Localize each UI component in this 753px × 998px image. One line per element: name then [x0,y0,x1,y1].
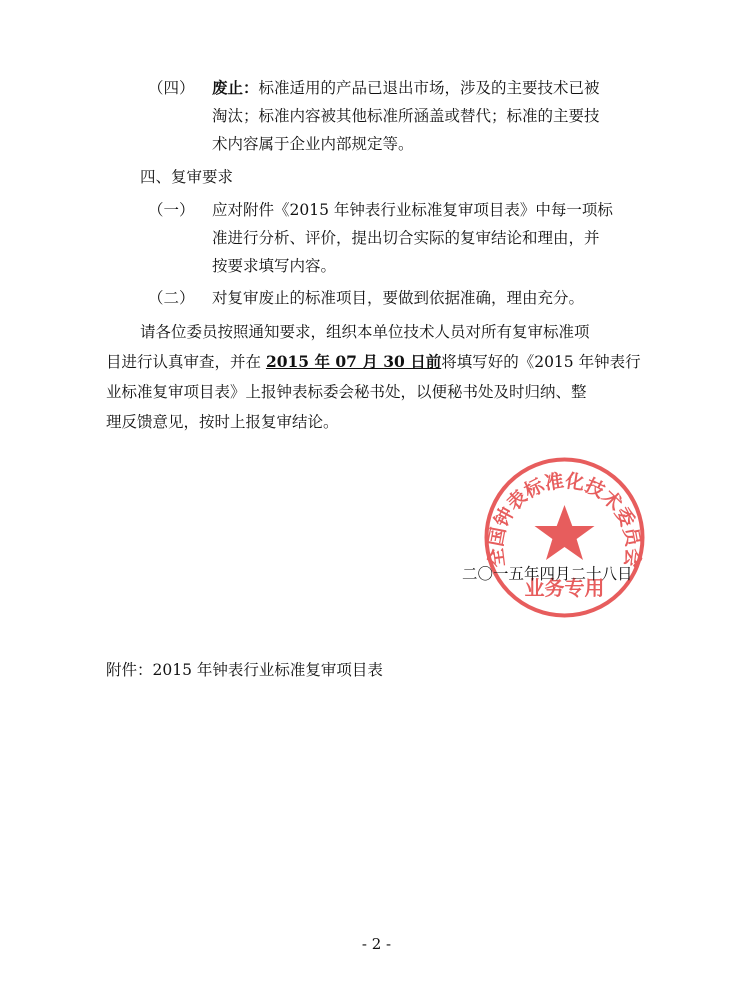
seal-star-icon [535,505,595,560]
item-4-line-1-text: 标准适用的产品已退出市场，涉及的主要技术已被 [258,79,600,97]
item-number-4: （四） [148,79,195,97]
official-seal [482,455,647,620]
item-number-2: （二） [148,289,195,307]
item-4-line-2: 淘汰；标准内容被其他标准所涵盖或替代；标准的主要技 [212,107,600,125]
paragraph-line-1: 请各位委员按照通知要求，组织本单位技术人员对所有复审标准项 [140,323,590,341]
item-2-line-1: 对复审废止的标准项目，要做到依据准确，理由充分。 [212,289,585,307]
attachment-note: 附件：2015 年钟表行业标准复审项目表 [106,661,383,679]
item-1-line-2: 准进行分析、评价，提出切合实际的复审结论和理由，并 [212,229,600,247]
seal-outer-text: 全国钟表标准化技术委员会 [484,469,645,569]
deadline-date: 2015 年 07 月 30 日前 [265,352,442,371]
paragraph-line-2-pre: 目进行认真审查，并在 [106,353,266,371]
paragraph-line-2 [106,350,641,372]
document-date: 二〇一五年四月二十八日 [462,565,633,583]
item-1-line-3: 按要求填写内容。 [212,257,337,275]
paragraph-line-4: 理反馈意见，按时上报复审结论。 [106,413,339,431]
item-4-line-1 [212,76,600,98]
paragraph-line-3: 业标准复审项目表》上报钟表标委会秘书处，以便秘书处及时归纳、整 [106,383,587,401]
paragraph-line-2-post: 将填写好的《2015 年钟表行 [441,353,641,371]
item-4-line-3: 术内容属于企业内部规定等。 [212,135,414,153]
item-4-term: 废止： [212,78,259,97]
section-4-heading: 四、复审要求 [140,168,234,186]
page-number: - 2 - [361,935,392,953]
seal-inner-text: 业务专用 [524,576,605,600]
item-number-1: （一） [148,201,195,219]
item-1-line-1: 应对附件《2015 年钟表行业标准复审项目表》中每一项标 [212,201,613,219]
